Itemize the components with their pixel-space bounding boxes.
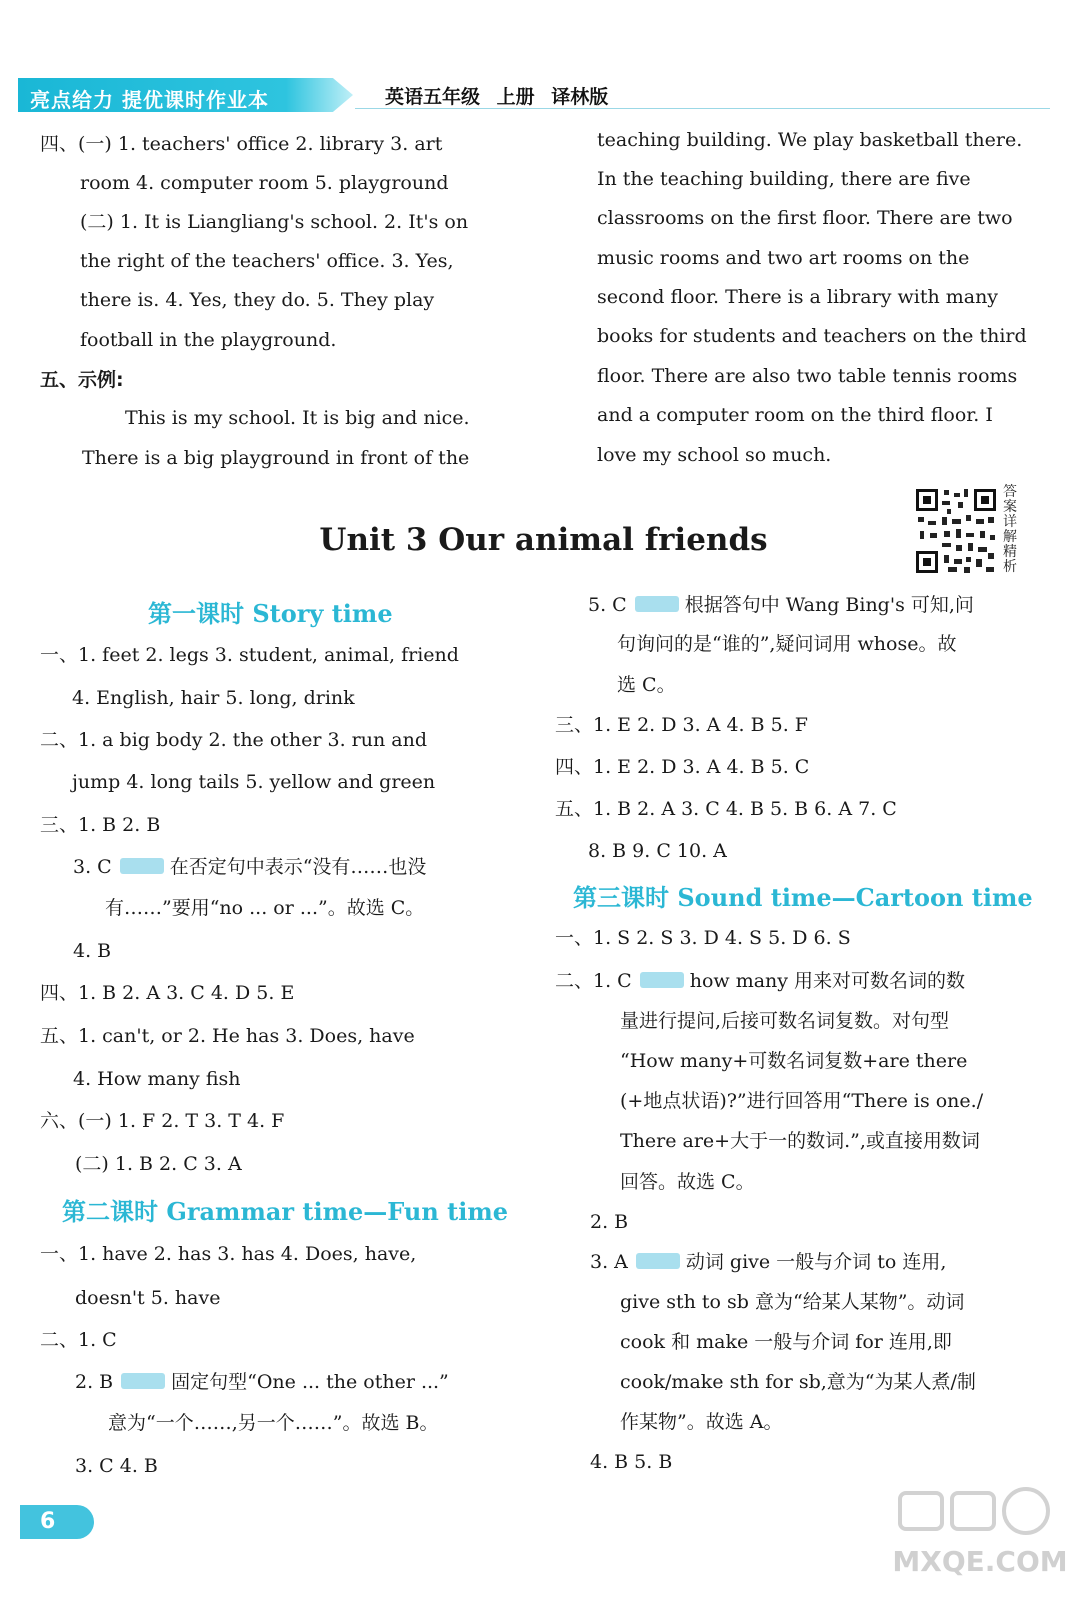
- header-rule: [355, 108, 1050, 109]
- explanation-text: how many 用来对可数名词的数: [689, 970, 966, 992]
- text-line: music rooms and two art rooms on the: [597, 247, 970, 269]
- text-line: 四、1. E 2. D 3. A 4. B 5. C: [555, 756, 810, 778]
- answer-number: 2. B: [75, 1371, 114, 1393]
- text-line: 4. B 5. B: [590, 1451, 673, 1473]
- text-line: cook 和 make 一般与介词 for 连用,即: [620, 1331, 952, 1353]
- text-line: 3. C 4. B: [75, 1455, 158, 1477]
- text-line: 一、1. feet 2. legs 3. student, animal, friend: [40, 644, 459, 666]
- text-line: there is. 4. Yes, they do. 5. They play: [80, 289, 435, 311]
- text-line: 六、(一) 1. F 2. T 3. T 4. F: [40, 1110, 285, 1132]
- explanation-text: 在否定句中表示“没有……也没: [169, 856, 427, 878]
- answer-number: 3. C: [73, 856, 112, 878]
- text-line: 二、1. C: [40, 1329, 117, 1351]
- text-line: second floor. There is a library with many: [597, 286, 999, 308]
- text-line: (二) 1. B 2. C 3. A: [75, 1153, 242, 1175]
- text-line: 三、1. B 2. B: [40, 814, 161, 836]
- watermark-logo: [890, 1475, 1070, 1585]
- text-line: 选 C。: [617, 674, 676, 696]
- text-line: 量进行提问,后接可数名词复数。对句型: [620, 1010, 950, 1032]
- section-heading: 第一课时 Story time: [148, 599, 393, 628]
- text-line: classrooms on the first floor. There are two: [597, 207, 1013, 229]
- header-brand: 亮点给力 提优课时作业本: [30, 88, 269, 112]
- analysis-tag: [640, 972, 684, 988]
- text-line: “How many+可数名词复数+are there: [620, 1050, 968, 1072]
- text-line: 四、1. B 2. A 3. C 4. D 5. E: [40, 982, 295, 1004]
- watermark-text: MXQE.COM: [892, 1545, 1068, 1578]
- text-line: and a computer room on the third floor. I: [597, 404, 993, 426]
- answer-explanation-line: [555, 968, 965, 994]
- text-line: 有……”要用“no ... or ...”。故选 C。: [105, 897, 425, 919]
- text-line: 4. English, hair 5. long, drink: [72, 687, 355, 709]
- text-line: 二、1. a big body 2. the other 3. run and: [40, 729, 428, 751]
- text-line: floor. There are also two table tennis rooms: [597, 365, 1018, 387]
- text-line: 四、(一) 1. teachers' office 2. library 3. art: [40, 133, 443, 155]
- section-heading: 第三课时 Sound time—Cartoon time: [573, 883, 1033, 912]
- text-line: 意为“一个……,另一个……”。故选 B。: [108, 1412, 439, 1434]
- header-book-info: 英语五年级 上册 译林版: [385, 86, 609, 108]
- text-line: doesn't 5. have: [75, 1287, 221, 1309]
- text-line: (+地点状语)?”进行回答用“There is one./: [620, 1090, 984, 1112]
- analysis-tag: [636, 1253, 680, 1269]
- text-line: 句询问的是“谁的”,疑问词用 whose。故: [617, 633, 957, 655]
- analysis-tag: [635, 596, 679, 612]
- text-line: love my school so much.: [597, 444, 832, 466]
- qr-code-label: 答案详解精析: [1003, 484, 1017, 575]
- text-line: books for students and teachers on the third: [597, 325, 1027, 347]
- text-line: 三、1. E 2. D 3. A 4. B 5. F: [555, 714, 808, 736]
- text-line: This is my school. It is big and nice.: [125, 407, 470, 429]
- text-line: jump 4. long tails 5. yellow and green: [72, 771, 436, 793]
- text-line: There are+大于一的数词.”,或直接用数词: [620, 1130, 980, 1152]
- text-line: 2. B: [590, 1211, 629, 1233]
- text-line: 8. B 9. C 10. A: [588, 840, 727, 862]
- explanation-text: 固定句型“One ... the other ...”: [171, 1371, 449, 1393]
- text-line: 4. B: [73, 940, 112, 962]
- text-line: 一、1. S 2. S 3. D 4. S 5. D 6. S: [555, 927, 851, 949]
- answer-explanation-line: [73, 854, 426, 880]
- text-line: 回答。故选 C。: [620, 1171, 755, 1193]
- answer-explanation-line: [590, 1249, 946, 1275]
- page-number: 6: [20, 1505, 94, 1539]
- explanation-text: 根据答句中 Wang Bing's 可知,问: [684, 594, 974, 616]
- text-line: 4. How many fish: [73, 1068, 241, 1090]
- answer-explanation-line: [75, 1369, 449, 1395]
- answer-number: 3. A: [590, 1251, 628, 1273]
- section-label: 五、示例:: [40, 369, 124, 391]
- text-line: In the teaching building, there are five: [597, 168, 971, 190]
- text-line: (二) 1. It is Liangliang's school. 2. It's on: [80, 211, 469, 233]
- page-header: [0, 72, 1087, 120]
- unit-title: Unit 3 Our animal friends: [319, 522, 768, 558]
- text-line: give sth to sb 意为“给某人某物”。动词: [620, 1291, 965, 1313]
- analysis-tag: [121, 1373, 165, 1389]
- section-heading: 第二课时 Grammar time—Fun time: [62, 1197, 508, 1226]
- text-line: room 4. computer room 5. playground: [80, 172, 449, 194]
- text-line: 作某物”。故选 A。: [620, 1411, 783, 1433]
- text-line: football in the playground.: [80, 329, 337, 351]
- text-line: 五、1. can't, or 2. He has 3. Does, have: [40, 1025, 415, 1047]
- text-line: 五、1. B 2. A 3. C 4. B 5. B 6. A 7. C: [555, 798, 897, 820]
- text-line: cook/make sth for sb,意为“为某人煮/制: [620, 1371, 976, 1393]
- answer-number: 二、1. C: [555, 970, 632, 992]
- text-line: There is a big playground in front of the: [82, 447, 470, 469]
- analysis-tag: [120, 858, 164, 874]
- text-line: 一、1. have 2. has 3. has 4. Does, have,: [40, 1243, 417, 1265]
- explanation-text: 动词 give 一般与介词 to 连用,: [685, 1251, 947, 1273]
- answer-explanation-line: [588, 592, 974, 618]
- text-line: teaching building. We play basketball there.: [597, 129, 1023, 151]
- answer-number: 5. C: [588, 594, 627, 616]
- text-line: the right of the teachers' office. 3. Yes,: [80, 250, 454, 272]
